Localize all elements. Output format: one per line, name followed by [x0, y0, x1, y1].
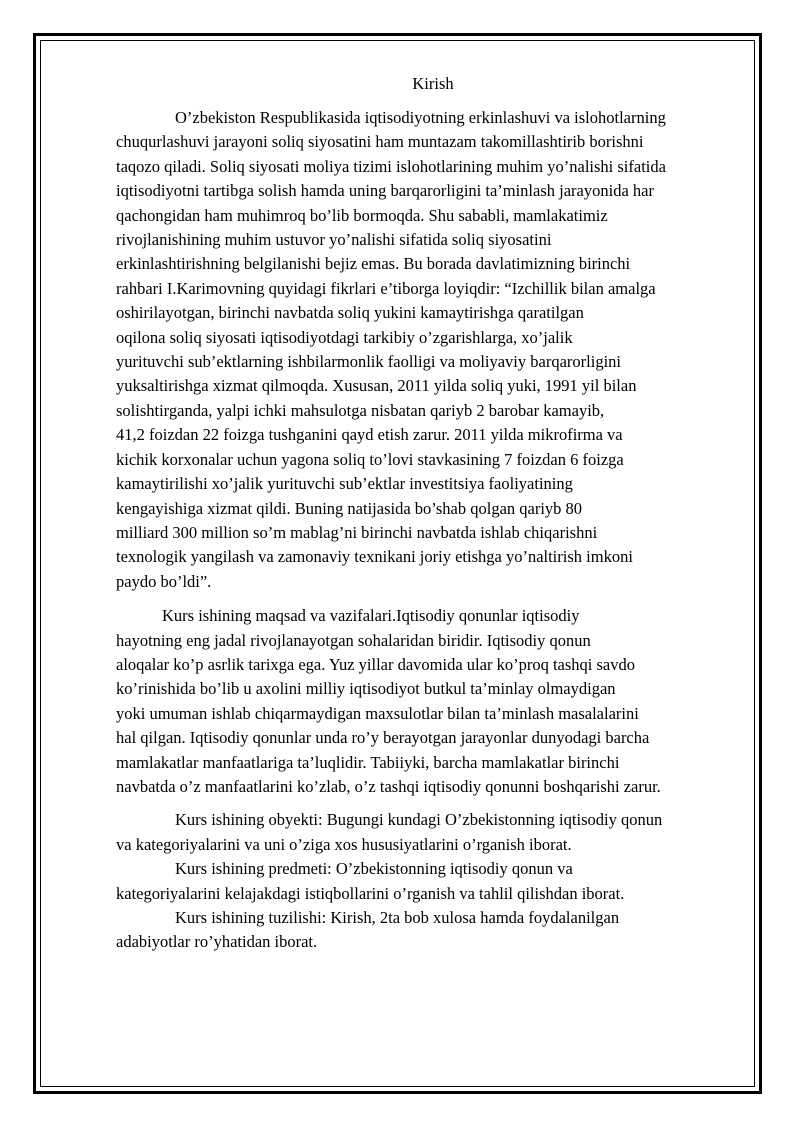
text-line: texnologik yangilash va zamonaviy texnikani joriy etishga yo’naltirish imkoni	[116, 547, 633, 567]
text-line: paydo bo’ldi”.	[116, 571, 212, 591]
text-line: yurituvchi sub’ektlarning ishbilarmonlik faolligi va moliyaviy barqarorligini	[116, 352, 621, 372]
text-line: taqozo qiladi. Soliq siyosati moliya tizimi islohotlarining muhim yo’nalishi sifatida	[116, 156, 666, 176]
document-title: Kirish	[412, 74, 454, 93]
text-line: Kurs ishining predmeti: O’zbekistonning iqtisodiy qonun va	[175, 859, 573, 879]
text-line: solishtirganda, yalpi ichki mahsulotga nisbatan qariyb 2 barobar kamayib,	[116, 400, 605, 420]
text-line: Kurs ishining tuzilishi: Kirish, 2ta bob xulosa hamda foydalanilgan	[175, 908, 620, 927]
paragraph-goals	[116, 604, 744, 799]
text-line: erkinlashtirishning belgilanishi bejiz emas. Bu borada davlatimizning birinchi	[116, 254, 631, 274]
text-line: va kategoriyalarini va uni o’ziga xos hususiyatlarini o’rganish iborat.	[116, 834, 572, 854]
text-line: rahbari I.Karimovning quyidagi fikrlari e’tiborga loyiqdir: “Izchillik bilan amalga	[116, 278, 656, 298]
paragraph-object	[116, 808, 744, 857]
text-line: 41,2 foizdan 22 foizga tushganini qayd etish zarur. 2011 yilda mikrofirma va	[116, 425, 623, 445]
text-line: mamlakatlar manfaatlariga ta’luqlidir. Tabiiyki, barcha mamlakatlar birinchi	[116, 752, 620, 772]
text-line: iqtisodiyotni tartibga solish hamda uning barqarorligini ta’minlash jarayonida har	[116, 181, 654, 201]
text-line: aloqalar ko’p asrlik tarixga ega. Yuz yillar davomida ular ko’proq tashqi savdo	[116, 654, 635, 674]
text-line: milliard 300 million so’m mablag’ni birinchi navbatda ishlab chiqarishni	[116, 522, 598, 542]
text-line: ko’rinishida bo’lib u axolini milliy iqtisodiyot butkul ta’minlay olmaydigan	[116, 679, 616, 699]
text-line: Kurs ishining obyekti: Bugungi kundagi O’zbekistonning iqtisodiy qonun	[175, 810, 663, 830]
text-line: hayotning eng jadal rivojlanayotgan sohalaridan biridir. Iqtisodiy qonun	[116, 630, 591, 650]
paragraph-spacer	[116, 799, 744, 808]
text-line: qachongidan ham muhimroq bo’lib bormoqda. Shu sababli, mamlakatimiz	[116, 205, 608, 225]
text-line: oqilona soliq siyosati iqtisodiyotdagi tarkibiy o’zgarishlarga, xo’jalik	[116, 327, 573, 347]
text-line: chuqurlashuvi jarayoni soliq siyosatini ham muntazam takomillashtirib borishni	[116, 132, 644, 152]
text-line: Kurs ishining maqsad va vazifalari.Iqtisodiy qonunlar iqtisodiy	[162, 606, 580, 626]
text-line: yoki umuman ishlab chiqarmaydigan maxsulotlar bilan ta’minlash masalalarini	[116, 703, 639, 723]
paragraph-spacer	[116, 594, 744, 604]
text-line: kengayishiga xizmat qildi. Buning natijasida bo’shab qolgan qariyb 80	[116, 498, 583, 518]
text-line: kamaytirilishi xo’jalik yurituvchi sub’ektlar investitsiya faoliyatining	[116, 474, 573, 494]
text-line: O’zbekiston Respublikasida iqtisodiyotning erkinlashuvi va islohotlarning	[175, 108, 666, 127]
paragraph-structure	[116, 906, 744, 955]
paragraph-subject	[116, 857, 744, 906]
text-line: yuksaltirishga xizmat qilmoqda. Xususan, 2011 yilda soliq yuki, 1991 yil bilan	[116, 376, 637, 396]
document-body	[116, 72, 744, 955]
text-line: hal qilgan. Iqtisodiy qonunlar unda ro’y berayotgan jarayonlar dunyodagi barcha	[116, 728, 650, 748]
text-line: adabiyotlar ro’yhatidan iborat.	[116, 932, 318, 952]
text-line: kichik korxonalar uchun yagona soliq to’lovi stavkasining 7 foizdan 6 foizga	[116, 449, 624, 469]
text-line: oshirilayotgan, birinchi navbatda soliq yukini kamaytirishga qaratilgan	[116, 303, 584, 323]
text-line: navbatda o’z manfaatlarini ko’zlab, o’z tashqi iqtisodiy qonunni boshqarishi zarur.	[116, 776, 661, 796]
text-line: rivojlanishining muhim ustuvor yo’nalishi sifatida soliq siyosatini	[116, 230, 552, 250]
text-line: kategoriyalarini kelajakdagi istiqbollarini o’rganish va tahlil qilishdan iborat.	[116, 883, 625, 903]
paragraph-intro	[116, 106, 744, 594]
